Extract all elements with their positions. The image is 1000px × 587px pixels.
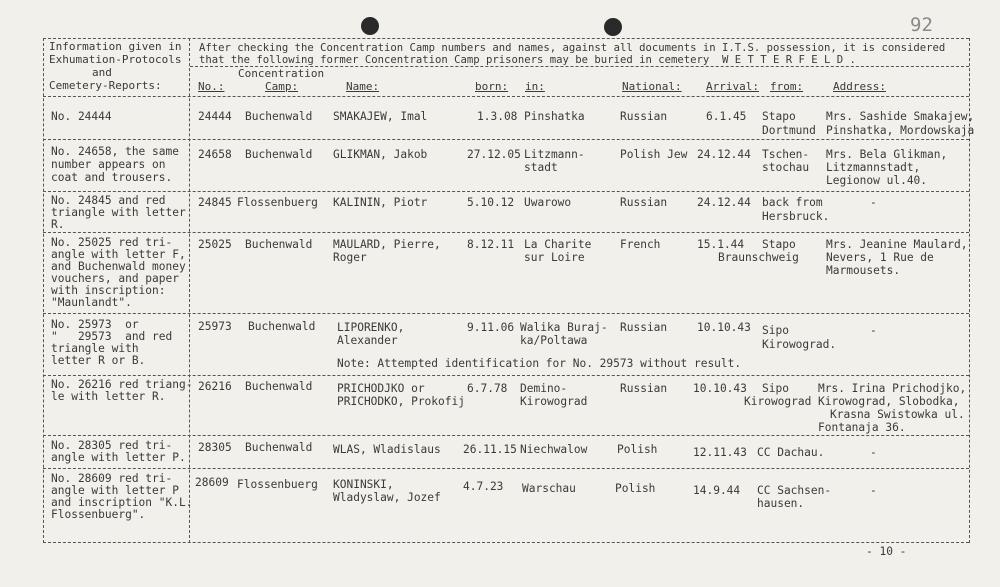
punch-hole-right [604,18,622,36]
row-info-line: angle with letter F, [51,248,186,261]
row-info-line: angle with letter P. [51,451,186,464]
row-camp: Buchenwald [245,148,313,161]
row-info-line: R. [51,218,65,231]
row-info-line: angle with letter P [51,484,179,497]
row-birthplace: Demino- [520,382,568,395]
row-from: back from [762,196,823,209]
row-separator [43,96,969,97]
row-name: PRICHODKO, Prokofij [337,395,465,408]
col-born: born: [475,80,509,93]
row-info-line: No. 24444 [51,110,112,123]
page-number-bottom: - 10 - [866,545,907,558]
row-info-line: Flossenbuerg". [51,508,146,521]
header-left-line: Cemetery-Reports: [49,79,162,92]
row-arrival: 14.9.44 [693,484,741,497]
row-name: KALININ, Piotr [333,196,428,209]
col-camp-top: Concentration [238,67,325,80]
row-born: 9.11.06 [467,321,515,334]
row-camp-number: 24444 [198,110,232,123]
row-born: 8.12.11 [467,238,515,251]
row-birthplace: Kirowograd [520,395,588,408]
row-arrival: 10.10.43 [693,382,747,395]
row-info-line: "Maunlandt". [51,296,132,309]
row-address: Litzmannstadt, [826,161,921,174]
row-from: Hersbruck. [762,210,830,223]
row-info-line: vouchers, and paper [51,272,179,285]
row-birthplace: La Charite [524,238,592,251]
row-name: LIPORENKO, [337,321,405,334]
row-camp: Flossenbuerg [237,196,318,209]
row-address: Nevers, 1 Rue de [826,251,934,264]
row-name: KONINSKI, [333,478,394,491]
row-camp-number: 28305 [198,441,232,454]
row-separator [43,375,969,376]
row-info-line: with inscription: [51,284,166,297]
row-info-line: No. 25973 or [51,318,139,331]
row-from: CC Sachsen- [757,484,832,497]
row-born: 4.7.23 [463,480,504,493]
row-from: Stapo [762,110,796,123]
row-info-line: " 29573 and red [51,330,173,343]
col-in: in: [525,80,545,93]
row-birthplace: stadt [524,161,558,174]
row-arrival: 15.1.44 [697,238,745,251]
row-info-line: le with letter R. [51,390,166,403]
row-camp-number: 26216 [198,380,232,393]
row-address: Marmousets. [826,264,901,277]
row-name: Roger [333,251,367,264]
punch-hole-left [361,17,379,35]
row-from: Stapo [762,238,796,251]
row-camp-number: 25025 [198,238,232,251]
row-info-line: triangle with [51,342,139,355]
row-address: Fontanaja 36. [818,421,906,434]
row-note: Note: Attempted identification for No. 29573 without result. [337,357,742,370]
row-separator [43,139,969,140]
row-address: Legionow ul.40. [826,174,928,187]
row-info-line: number appears on [51,158,166,171]
row-national: Polish [617,443,658,456]
row-camp: Buchenwald [245,110,313,123]
row-camp: Flossenbuerg [237,478,318,491]
row-from: hausen. [757,497,805,510]
row-birthplace: Litzmann- [524,148,585,161]
col-national: National: [622,80,682,93]
row-born: 5.10.12 [467,196,515,209]
row-arrival: 6.1.45 [706,110,747,123]
row-from: Tschen- [762,148,810,161]
col-name: Name: [346,80,380,93]
row-arrival: 10.10.43 [697,321,751,334]
row-from: Kirowograd [744,395,812,408]
row-national: Polish Jew [620,148,688,161]
intro-line-2: that the following former Concentration Camp prisoners may be buried in cemetery W E T T E R F E L D . [199,54,856,66]
row-address: - [870,196,877,209]
row-camp: Buchenwald [245,238,313,251]
row-separator [43,313,969,314]
row-info-line: No. 25025 red tri- [51,236,173,249]
row-info-line: coat and trousers. [51,171,173,184]
row-info-line: No. 28609 red tri- [51,472,173,485]
row-born: 27.12.05 [467,148,521,161]
row-national: Polish [615,482,656,495]
row-address: - [870,324,877,337]
row-from: stochau [762,161,810,174]
row-info-line: triangle with letter [51,206,186,219]
row-camp-number: 28609 [195,476,229,489]
row-name: WLAS, Wladislaus [333,443,441,456]
col-address: Address: [833,80,886,93]
row-national: Russian [620,196,668,209]
col-camp: Camp: [265,80,299,93]
row-birthplace: Warschau [522,482,576,495]
header-left-line: Exhumation-Protocols [49,53,182,66]
row-info-line: No. 24845 and red [51,194,166,207]
row-info-line: and inscription "K.L. [51,496,193,509]
row-address: Kirowograd, Slobodka, [818,395,960,408]
row-camp: Buchenwald [245,441,313,454]
row-info-line: and Buchenwald money [51,260,186,273]
row-address: Mrs. Sashide Smakajew, [826,110,975,123]
row-born: 1.3.08 [477,110,518,123]
row-arrival: 24.12.44 [697,196,751,209]
row-camp-number: 24845 [198,196,232,209]
row-separator [43,191,969,192]
row-separator [43,468,969,469]
row-national: Russian [620,110,668,123]
row-separator [43,435,969,436]
row-from: Braunschweig [718,251,799,264]
row-national: Russian [620,382,668,395]
row-address: Pinshatka, Mordowskaja [826,124,975,137]
frame-bottom [43,542,969,543]
row-name: PRICHODJKO or [337,382,425,395]
row-birthplace: Walika Buraj- [520,321,608,334]
row-address: Mrs. Jeanine Maulard, [826,238,968,251]
row-name: MAULARD, Pierre, [333,238,441,251]
row-address: Mrs. Irina Prichodjko, [818,382,967,395]
intro-line-1: After checking the Concentration Camp numbers and names, against all documents in I.T.S. possession, it is considered [199,42,946,54]
row-national: French [620,238,661,251]
row-arrival: 12.11.43 [693,446,747,459]
row-address: Mrs. Bela Glikman, [826,148,948,161]
row-separator [43,232,969,233]
row-birthplace: ka/Poltawa [520,334,588,347]
row-born: 6.7.78 [467,382,508,395]
row-info-line: No. 26216 red triang- [51,378,193,391]
header-left-line: Information given in [49,40,182,53]
col-no: No.: [198,80,225,93]
row-national: Russian [620,321,668,334]
row-born: 26.11.15 [463,443,517,456]
row-address: - [870,484,877,497]
row-from: Sipo [762,382,789,395]
frame-top [43,38,969,39]
row-arrival: 24.12.44 [697,148,751,161]
row-birthplace: Pinshatka [524,110,585,123]
row-birthplace: Niechwalow [520,443,588,456]
row-from: Sipo [762,324,789,337]
row-address: Krasna Swistowka ul. [830,408,965,421]
col-arrival: Arrival: [706,80,759,93]
row-birthplace: Uwarowo [524,196,572,209]
row-camp: Buchenwald [245,380,313,393]
row-info-line: letter R or B. [51,354,146,367]
row-name: GLIKMAN, Jakob [333,148,428,161]
row-name: Wladyslaw, Jozef [333,491,441,504]
row-from: Dortmund [762,124,816,137]
row-camp-number: 25973 [198,320,232,333]
row-from: Kirowograd. [762,338,837,351]
row-address: - [870,446,877,459]
row-birthplace: sur Loire [524,251,585,264]
page-number-top: 92 [910,14,933,36]
header-left-line: and [92,66,112,79]
row-info-line: No. 24658, the same [51,145,179,158]
row-camp: Buchenwald [248,320,316,333]
row-name: SMAKAJEW, Imal [333,110,428,123]
row-info-line: No. 28305 red tri- [51,439,173,452]
row-from: CC Dachau. [757,446,825,459]
row-camp-number: 24658 [198,148,232,161]
col-from: from: [770,80,804,93]
row-name: Alexander [337,334,398,347]
